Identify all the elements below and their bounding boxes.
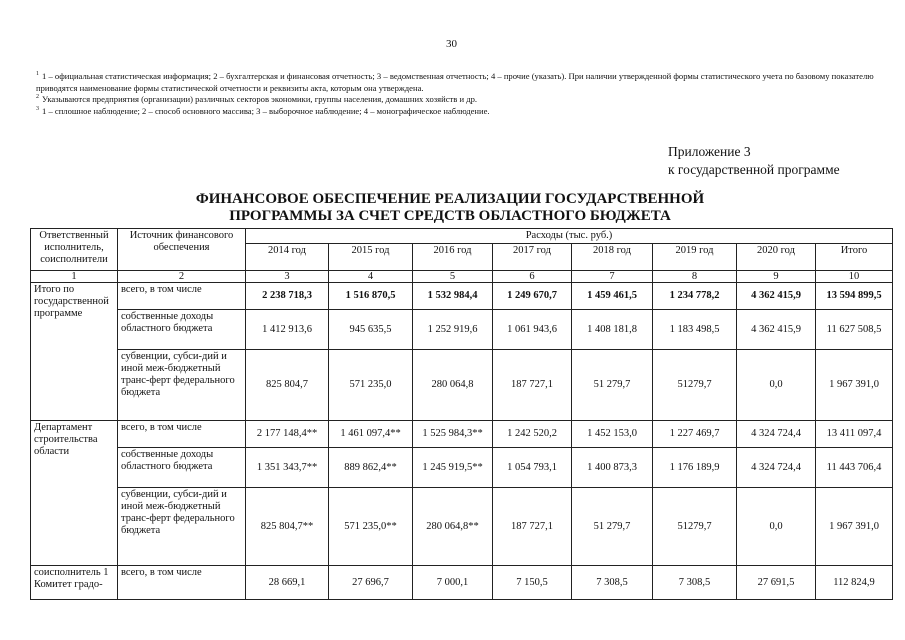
source-cell: собственные доходы областного бюджета: [118, 310, 246, 350]
document-title: [170, 191, 730, 225]
header-source: Источник финансового обеспечения: [118, 229, 246, 271]
value-cell: 1 400 873,3: [572, 448, 653, 488]
column-number: 10: [816, 271, 893, 283]
value-cell: 1 412 913,6: [246, 310, 329, 350]
value-cell: 1 408 181,8: [572, 310, 653, 350]
title-line-1: ФИНАНСОВОЕ ОБЕСПЕЧЕНИЕ РЕАЛИЗАЦИИ ГОСУДАРСТВЕННОЙ: [195, 191, 705, 207]
appendix-line-2: к государственной программе: [668, 162, 840, 177]
column-number: 7: [572, 271, 653, 283]
value-cell: 11 443 706,4: [816, 448, 893, 488]
value-cell: 7 308,5: [653, 566, 737, 600]
value-cell: 13 594 899,5: [816, 283, 893, 310]
value-cell: 945 635,5: [329, 310, 413, 350]
executor-cell: Департамент строительства области: [31, 421, 118, 566]
source-cell: всего, в том числе: [118, 283, 246, 310]
table-row: [31, 350, 893, 421]
footnote-marker: 2: [36, 94, 39, 100]
value-cell: 1 249 670,7: [493, 283, 572, 310]
column-number: 9: [737, 271, 816, 283]
header-year: 2018 год: [572, 244, 653, 271]
table-row: [31, 421, 893, 448]
column-number: 4: [329, 271, 413, 283]
header-responsible: Ответственный исполнитель, соисполнители: [31, 229, 118, 271]
value-cell: 1 176 189,9: [653, 448, 737, 488]
value-cell: 27 691,5: [737, 566, 816, 600]
value-cell: 4 362 415,9: [737, 310, 816, 350]
value-cell: 1 234 778,2: [653, 283, 737, 310]
value-cell: 1 252 919,6: [413, 310, 493, 350]
source-cell: собственные доходы областного бюджета: [118, 448, 246, 488]
appendix-line-1: Приложение 3: [668, 144, 751, 159]
value-cell: 7 150,5: [493, 566, 572, 600]
footnote-3: [36, 106, 876, 118]
value-cell: 4 324 724,4: [737, 421, 816, 448]
value-cell: 27 696,7: [329, 566, 413, 600]
executor-cell: Итого по государственной программе: [31, 283, 118, 421]
header-year: 2019 год: [653, 244, 737, 271]
column-number: 1: [31, 271, 118, 283]
column-number: 3: [246, 271, 329, 283]
column-number: 2: [118, 271, 246, 283]
value-cell: 51 279,7: [572, 350, 653, 421]
value-cell: 11 627 508,5: [816, 310, 893, 350]
value-cell: 825 804,7**: [246, 488, 329, 566]
value-cell: 1 967 391,0: [816, 488, 893, 566]
footnotes: [36, 71, 876, 117]
value-cell: 1 516 870,5: [329, 283, 413, 310]
header-row-top: [31, 229, 893, 244]
footnote-text: 1 – сплошное наблюдение; 2 – способ основного массива; 3 – выборочное наблюдение; 4 – монографическое наблюдение.: [42, 105, 490, 116]
source-cell: субвенции, субси-дий и иной меж-бюджетный транс-ферт федерального бюджета: [118, 350, 246, 421]
value-cell: 0,0: [737, 350, 816, 421]
value-cell: 1 245 919,5**: [413, 448, 493, 488]
header-year: 2020 год: [737, 244, 816, 271]
value-cell: 2 177 148,4**: [246, 421, 329, 448]
value-cell: 280 064,8: [413, 350, 493, 421]
value-cell: 51279,7: [653, 350, 737, 421]
table-row: [31, 310, 893, 350]
header-year: 2016 год: [413, 244, 493, 271]
header-year: 2017 год: [493, 244, 572, 271]
column-number: 8: [653, 271, 737, 283]
value-cell: 1 532 984,4: [413, 283, 493, 310]
header-expenses: Расходы (тыс. руб.): [246, 229, 893, 244]
value-cell: 1 452 153,0: [572, 421, 653, 448]
value-cell: 825 804,7: [246, 350, 329, 421]
value-cell: 187 727,1: [493, 350, 572, 421]
value-cell: 1 242 520,2: [493, 421, 572, 448]
value-cell: 0,0: [737, 488, 816, 566]
footnote-1: [36, 71, 876, 94]
value-cell: 7 308,5: [572, 566, 653, 600]
value-cell: 1 459 461,5: [572, 283, 653, 310]
value-cell: 1 967 391,0: [816, 350, 893, 421]
value-cell: 7 000,1: [413, 566, 493, 600]
footnote-2: [36, 94, 876, 106]
value-cell: 4 362 415,9: [737, 283, 816, 310]
table-row: [31, 283, 893, 310]
table-row: [31, 448, 893, 488]
finance-table-wrapper: [30, 228, 893, 600]
footnote-text: Указываются предприятия (организации) различных секторов экономики, группы населения, домашних хозяйств и др.: [42, 94, 478, 104]
value-cell: 280 064,8**: [413, 488, 493, 566]
value-cell: 51 279,7: [572, 488, 653, 566]
value-cell: 187 727,1: [493, 488, 572, 566]
header-total: Итого: [816, 244, 893, 271]
value-cell: 1 227 469,7: [653, 421, 737, 448]
source-cell: всего, в том числе: [118, 421, 246, 448]
value-cell: 112 824,9: [816, 566, 893, 600]
value-cell: 1 351 343,7**: [246, 448, 329, 488]
header-year: 2015 год: [329, 244, 413, 271]
value-cell: 4 324 724,4: [737, 448, 816, 488]
value-cell: 1 054 793,1: [493, 448, 572, 488]
footnote-text: 1 – официальная статистическая информация; 2 – бухгалтерская и финансовая отчетность; 3 – ведомственная отчетность; 4 – прочие (указать). При наличии утвержденной формы статистического учета по базовому показателю приводятся наименование формы статистической отчетности и реквизиты акта, которым она утверждена.: [36, 71, 874, 93]
footnote-marker: 1: [36, 71, 39, 77]
value-cell: 1 183 498,5: [653, 310, 737, 350]
title-line-2: ПРОГРАММЫ ЗА СЧЕТ СРЕДСТВ ОБЛАСТНОГО БЮДЖЕТА: [229, 208, 671, 224]
value-cell: 889 862,4**: [329, 448, 413, 488]
value-cell: 571 235,0**: [329, 488, 413, 566]
value-cell: 1 525 984,3**: [413, 421, 493, 448]
executor-cell: соисполнитель 1 Комитет градо-: [31, 566, 118, 600]
value-cell: 571 235,0: [329, 350, 413, 421]
table-row: [31, 488, 893, 566]
column-number: 5: [413, 271, 493, 283]
appendix-label: [668, 143, 840, 179]
footnote-marker: 3: [36, 105, 39, 112]
value-cell: 1 461 097,4**: [329, 421, 413, 448]
column-number-row: [31, 271, 893, 283]
value-cell: 13 411 097,4: [816, 421, 893, 448]
finance-table: [30, 228, 893, 600]
value-cell: 28 669,1: [246, 566, 329, 600]
value-cell: 51279,7: [653, 488, 737, 566]
source-cell: субвенции, субси-дий и иной меж-бюджетный транс-ферт федерального бюджета: [118, 488, 246, 566]
value-cell: 2 238 718,3: [246, 283, 329, 310]
header-year: 2014 год: [246, 244, 329, 271]
page-number: 30: [446, 38, 457, 50]
source-cell: всего, в том числе: [118, 566, 246, 600]
value-cell: 1 061 943,6: [493, 310, 572, 350]
column-number: 6: [493, 271, 572, 283]
table-row: [31, 566, 893, 600]
